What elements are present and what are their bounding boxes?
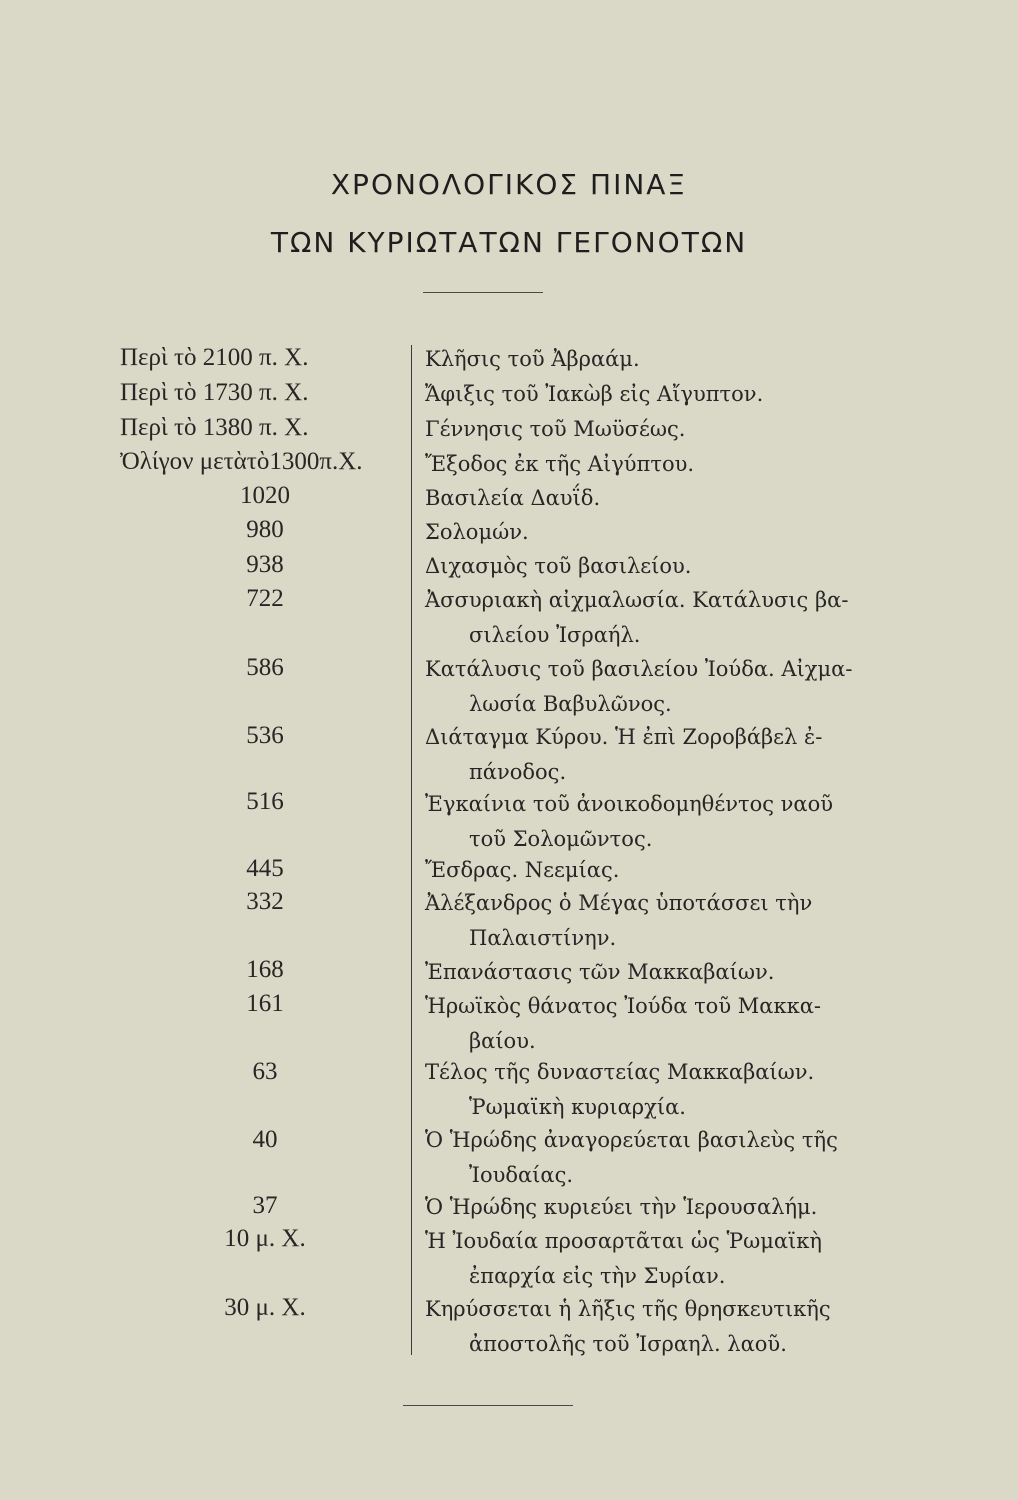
date-cell: 536 [246, 722, 284, 749]
event-text: Διχασμὸς τοῦ βασιλείου. [425, 554, 692, 578]
event-text: Γέννησις τοῦ Μωϋσέως. [425, 417, 686, 441]
event-cell [425, 652, 885, 722]
date-cell: Περὶ τὸ 2100 π. Χ. [120, 344, 309, 371]
event-text-continued: τοῦ Σολομῶντος. [469, 827, 653, 851]
event-cell [425, 481, 885, 516]
event-text: Ἀσσυριακὴ αἰχμαλωσία. Κατάλυσις βα- [425, 588, 849, 612]
event-text-continued: Ἰουδαίας. [469, 1163, 574, 1187]
date-cell: 980 [246, 516, 284, 543]
page-title-line1: ΧΡΟΝΟΛΟΓΙΚΟΣ ΠΙΝΑΞ [330, 168, 688, 201]
date-cell: 10 μ. Χ. [224, 1225, 306, 1252]
date-cell: 1020 [240, 482, 290, 509]
date-cell: 63 [252, 1058, 278, 1085]
event-cell [425, 549, 885, 584]
event-text: Ἔξοδος ἐκ τῆς Αἰγύπτου. [425, 452, 695, 476]
event-text: Ὁ Ἡρώδης ἀναγορεύεται βασιλεὺς τῆς [425, 1128, 838, 1152]
date-cell: 168 [246, 956, 284, 983]
event-cell [425, 720, 885, 790]
event-text: Ἄφιξις τοῦ Ἰακὼβ εἰς Αἴγυπτον. [425, 382, 764, 406]
date-cell: Περὶ τὸ 1380 π. Χ. [120, 414, 309, 441]
event-text-continued: ἀποστολῆς τοῦ Ἰσραηλ. λαοῦ. [469, 1332, 787, 1356]
event-cell [425, 1190, 885, 1225]
event-text: Κατάλυσις τοῦ βασιλείου Ἰούδα. Αἰχμα- [425, 657, 853, 681]
event-cell [425, 955, 885, 990]
event-text: Βασιλεία Δαυΐδ. [425, 486, 601, 510]
event-cell [425, 886, 885, 956]
date-cell: 37 [252, 1192, 278, 1219]
date-cell: 161 [246, 990, 284, 1017]
event-cell [425, 989, 885, 1059]
page-title-line2: ΤΩΝ ΚΥΡΙΩΤΑΤΩΝ ΓΕΓΟΝΟΤΩΝ [270, 226, 748, 259]
event-text: Ἡρωϊκὸς θάνατος Ἰούδα τοῦ Μακκα- [425, 994, 821, 1018]
event-cell [425, 1292, 885, 1362]
event-cell [425, 787, 885, 857]
event-cell [425, 583, 885, 653]
column-divider [411, 345, 412, 1355]
event-text: Ἐπανάστασις τῶν Μακκαβαίων. [425, 960, 775, 984]
date-cell: 30 μ. Χ. [224, 1294, 306, 1321]
event-text: Ἔσδρας. Νεεμίας. [425, 858, 620, 882]
event-cell [425, 1224, 885, 1294]
event-text: Σολομών. [425, 520, 529, 544]
event-text: Ἀλέξανδρος ὁ Μέγας ὑποτάσσει τὴν [425, 891, 813, 915]
event-text-continued: Παλαιστίνην. [469, 926, 617, 950]
event-cell [425, 515, 885, 550]
date-cell: 40 [252, 1126, 278, 1153]
top-divider [423, 292, 543, 293]
event-text: Ἡ Ἰουδαία προσαρτᾶται ὡς Ῥωμαϊκὴ [425, 1229, 822, 1253]
date-cell: 445 [246, 855, 284, 882]
event-cell [425, 1123, 885, 1193]
date-cell: 938 [246, 551, 284, 578]
event-text-continued: λωσία Βαβυλῶνος. [469, 692, 672, 716]
event-text-continued: βαίου. [469, 1029, 536, 1053]
event-text: Κλῆσις τοῦ Ἀβραάμ. [425, 347, 640, 371]
event-cell [425, 853, 885, 888]
event-text: Διάταγμα Κύρου. Ἡ ἐπὶ Ζοροβάβελ ἐ- [425, 725, 823, 749]
event-text-continued: πάνοδος. [469, 760, 567, 784]
event-cell [425, 447, 885, 482]
event-cell [425, 412, 885, 447]
event-text-continued: ἐπαρχία εἰς τὴν Συρίαν. [469, 1264, 726, 1288]
event-text: Τέλος τῆς δυναστείας Μακκαβαίων. [425, 1060, 815, 1084]
event-text: Ἐγκαίνια τοῦ ἀνοικοδομηθέντος ναοῦ [425, 792, 834, 816]
event-cell [425, 342, 885, 377]
date-cell: 586 [246, 654, 284, 681]
date-cell: 516 [246, 788, 284, 815]
event-text-continued: Ῥωμαϊκὴ κυριαρχία. [469, 1095, 686, 1119]
date-cell: Περὶ τὸ 1730 π. Χ. [120, 379, 309, 406]
date-cell: Ὀλίγον μετὰτὸ1300π.Χ. [120, 448, 363, 475]
event-cell [425, 1055, 885, 1125]
date-cell: 722 [246, 585, 284, 612]
event-text-continued: σιλείου Ἰσραήλ. [469, 623, 641, 647]
date-cell: 332 [246, 888, 284, 915]
event-text: Κηρύσσεται ἡ λῆξις τῆς θρησκευτικῆς [425, 1297, 831, 1321]
event-text: Ὁ Ἡρώδης κυριεύει τὴν Ἱερουσαλήμ. [425, 1195, 818, 1219]
bottom-divider [403, 1405, 573, 1406]
event-cell [425, 377, 885, 412]
